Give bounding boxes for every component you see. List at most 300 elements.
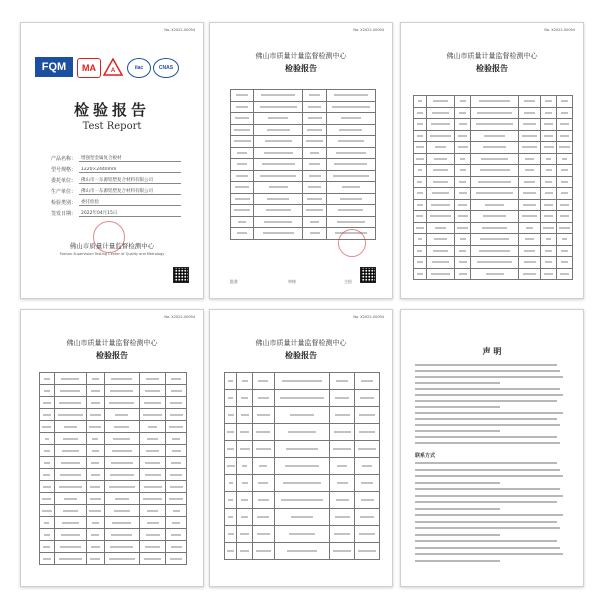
cover-field-label: 生产单位：	[51, 189, 77, 195]
table-cell	[330, 526, 355, 543]
table-cell	[414, 153, 427, 165]
review-label: 审核	[288, 279, 296, 284]
blurred-text	[526, 227, 534, 229]
blurred-text-line	[415, 388, 560, 390]
blurred-text-line	[415, 376, 563, 378]
blurred-text	[235, 117, 249, 119]
blurred-text	[545, 192, 553, 194]
blurred-text	[476, 192, 512, 194]
table-cell	[303, 205, 326, 217]
table-cell	[426, 130, 455, 142]
table-cell	[455, 234, 471, 246]
blurred-text	[228, 380, 233, 382]
blurred-text	[523, 273, 536, 275]
blurred-text	[258, 482, 268, 484]
blurred-text	[110, 390, 133, 392]
table-cell	[40, 373, 55, 385]
table-cell	[54, 373, 86, 385]
table-cell	[40, 433, 55, 445]
table-cell	[518, 222, 540, 234]
table-cell	[40, 481, 55, 493]
blurred-text	[89, 510, 101, 512]
blurred-text	[562, 238, 568, 240]
table-row	[40, 541, 187, 553]
header-org: 佛山市质量计量监督检测中心	[255, 339, 347, 347]
blurred-text	[90, 558, 100, 560]
table-cell	[54, 517, 86, 529]
table-cell	[557, 176, 573, 188]
blurred-text	[171, 534, 181, 536]
table-row	[414, 188, 573, 200]
blurred-text	[43, 474, 50, 476]
table-cell	[471, 245, 519, 257]
blurred-text	[362, 465, 372, 467]
blurred-text	[90, 498, 101, 500]
report-page-2	[209, 22, 393, 299]
blurred-text	[560, 215, 570, 217]
blurred-text	[241, 516, 249, 518]
blurred-text	[546, 238, 552, 240]
blurred-text	[310, 232, 320, 234]
table-cell	[426, 257, 455, 269]
blurred-text	[543, 227, 554, 229]
blurred-text	[524, 261, 536, 263]
table-cell	[557, 234, 573, 246]
table-cell	[54, 481, 86, 493]
table-cell	[455, 199, 471, 211]
table-cell	[471, 199, 519, 211]
table-cell	[237, 407, 253, 424]
blurred-text	[112, 522, 131, 524]
table-cell	[166, 541, 187, 553]
table-cell	[414, 199, 427, 211]
blurred-text	[458, 215, 468, 217]
blurred-text	[525, 169, 535, 171]
table-cell	[54, 433, 86, 445]
blurred-text	[260, 106, 298, 108]
blurred-text	[170, 486, 183, 488]
table-cell	[557, 96, 573, 108]
table-cell	[139, 517, 165, 529]
table-row	[225, 407, 380, 424]
blurred-text	[240, 431, 249, 433]
blurred-text	[361, 499, 374, 501]
table-cell	[414, 268, 427, 280]
blurred-text	[433, 169, 447, 171]
cover-field-row	[51, 206, 181, 217]
table-cell	[274, 441, 330, 458]
table-cell	[139, 553, 165, 565]
table-cell	[471, 176, 519, 188]
table-cell	[252, 543, 274, 560]
blurred-text	[115, 414, 128, 416]
blurred-text	[242, 482, 248, 484]
blurred-text	[269, 186, 288, 188]
table-cell	[104, 421, 139, 433]
blurred-text	[43, 402, 50, 404]
blurred-text	[258, 380, 268, 382]
table-cell	[541, 268, 557, 280]
table-cell	[518, 268, 540, 280]
blurred-text	[59, 558, 82, 560]
blurred-text-line	[415, 560, 500, 562]
table-cell	[54, 397, 86, 409]
table-cell	[414, 142, 427, 154]
blurred-text	[435, 227, 447, 229]
blurred-text	[280, 397, 324, 399]
blurred-text	[234, 140, 251, 142]
blurred-text	[560, 135, 569, 137]
blurred-text	[561, 100, 567, 102]
blurred-text	[92, 450, 99, 452]
blurred-text	[146, 534, 160, 536]
table-cell	[139, 409, 165, 421]
table-cell	[455, 153, 471, 165]
table-row	[225, 543, 380, 560]
blurred-text	[58, 414, 82, 416]
table-cell	[40, 445, 55, 457]
blurred-text	[143, 414, 162, 416]
blurred-text	[170, 558, 182, 560]
blurred-text	[171, 546, 182, 548]
table-cell	[274, 424, 330, 441]
blurred-text-line	[415, 469, 560, 471]
blurred-text	[307, 198, 322, 200]
blurred-text	[242, 380, 248, 382]
blurred-text	[476, 123, 514, 125]
blurred-text	[113, 438, 130, 440]
table-cell	[225, 492, 237, 509]
blurred-text-line	[415, 412, 563, 414]
blurred-text	[146, 378, 160, 380]
table-cell	[104, 493, 139, 505]
blurred-text	[482, 227, 507, 229]
table-cell	[541, 222, 557, 234]
blurred-text	[62, 450, 79, 452]
table-cell	[87, 421, 105, 433]
blurred-text	[227, 550, 234, 552]
blurred-text	[234, 209, 250, 211]
table-cell	[237, 458, 253, 475]
table-cell	[274, 475, 330, 492]
blurred-text	[92, 522, 99, 524]
blurred-text	[561, 169, 567, 171]
blurred-text	[544, 146, 554, 148]
table-cell	[541, 142, 557, 154]
table-cell	[139, 421, 165, 433]
table-cell	[237, 475, 253, 492]
table-cell	[455, 165, 471, 177]
table-cell	[237, 441, 253, 458]
blurred-text	[334, 163, 367, 165]
blurred-text	[241, 397, 248, 399]
blurred-text	[240, 550, 249, 552]
blurred-text	[170, 414, 183, 416]
table-cell	[541, 130, 557, 142]
table-cell	[54, 469, 86, 481]
table-cell	[303, 193, 326, 205]
table-cell	[414, 257, 427, 269]
table-row	[225, 458, 380, 475]
blurred-text	[459, 261, 466, 263]
table-cell	[104, 529, 139, 541]
table-cell	[166, 373, 187, 385]
blurred-text	[90, 414, 101, 416]
table-cell	[40, 409, 55, 421]
blurred-text-line	[415, 482, 500, 484]
blurred-text	[545, 261, 552, 263]
blurred-text-line	[415, 495, 563, 497]
blurred-text	[147, 510, 158, 512]
table-row	[225, 373, 380, 390]
blurred-text	[433, 181, 449, 183]
table-row	[225, 424, 380, 441]
table-cell	[231, 205, 254, 217]
blurred-text	[361, 482, 373, 484]
table-cell	[231, 228, 254, 240]
table-cell	[139, 385, 165, 397]
cnas-logo: CNAS	[153, 58, 179, 78]
table-cell	[557, 222, 573, 234]
table-cell	[330, 492, 355, 509]
table-cell	[231, 170, 254, 182]
blurred-text	[334, 533, 350, 535]
table-cell	[166, 445, 187, 457]
table-cell	[254, 170, 303, 182]
table-cell	[557, 211, 573, 223]
table-cell	[518, 188, 540, 200]
blurred-text	[341, 117, 361, 119]
table-cell	[426, 153, 455, 165]
blurred-text	[460, 158, 465, 160]
table-cell	[303, 216, 326, 228]
blurred-text	[546, 169, 552, 171]
blurred-text	[265, 140, 291, 142]
blurred-text	[460, 100, 466, 102]
blurred-text-line	[415, 540, 557, 542]
blurred-text	[360, 516, 375, 518]
cover-field-value: 1220×2440mm	[79, 167, 181, 173]
table-cell	[166, 385, 187, 397]
blurred-text	[310, 221, 319, 223]
table-cell	[303, 159, 326, 171]
blurred-text	[459, 273, 467, 275]
table-cell	[166, 493, 187, 505]
table-cell	[254, 193, 303, 205]
blurred-text	[417, 250, 422, 252]
blurred-text	[309, 94, 320, 96]
table-cell	[414, 188, 427, 200]
table-cell	[252, 373, 274, 390]
blurred-text	[144, 486, 162, 488]
blurred-text	[43, 546, 50, 548]
blurred-text	[432, 112, 449, 114]
table-cell	[326, 159, 375, 171]
table-cell	[40, 517, 55, 529]
table-cell	[274, 373, 330, 390]
blurred-text	[417, 135, 424, 137]
table-cell	[237, 373, 253, 390]
blurred-text	[61, 462, 80, 464]
table-cell	[87, 445, 105, 457]
blurred-text	[111, 378, 132, 380]
table-cell	[471, 119, 519, 131]
table-cell	[87, 481, 105, 493]
table-cell	[541, 96, 557, 108]
table-cell	[87, 529, 105, 541]
blurred-text	[306, 140, 323, 142]
table-cell	[518, 142, 540, 154]
blurred-text	[42, 510, 52, 512]
table-cell	[518, 234, 540, 246]
table-row	[414, 165, 573, 177]
blurred-text	[43, 486, 51, 488]
blurred-text	[522, 135, 536, 137]
table-cell	[225, 475, 237, 492]
table-cell	[104, 409, 139, 421]
table-row	[40, 469, 187, 481]
blurred-text	[287, 550, 317, 552]
table-cell	[139, 541, 165, 553]
table-cell	[557, 165, 573, 177]
blurred-text	[416, 215, 423, 217]
table-cell	[54, 385, 86, 397]
table-cell	[166, 457, 187, 469]
blurred-text	[92, 378, 100, 380]
table-cell	[40, 385, 55, 397]
blurred-text	[545, 112, 552, 114]
blurred-text	[308, 117, 322, 119]
blurred-text	[227, 465, 235, 467]
blurred-text	[290, 414, 314, 416]
blurred-text	[480, 238, 509, 240]
table-cell	[252, 390, 274, 407]
table-cell	[40, 469, 55, 481]
table-cell	[54, 457, 86, 469]
blurred-text	[359, 533, 375, 535]
blurred-text	[286, 448, 317, 450]
blurred-text	[336, 380, 348, 382]
table-cell	[326, 101, 375, 113]
table-cell	[541, 153, 557, 165]
table-cell	[139, 397, 165, 409]
table-cell	[426, 268, 455, 280]
blurred-text	[91, 474, 100, 476]
blurred-text	[430, 215, 451, 217]
table-cell	[104, 445, 139, 457]
table-row	[231, 216, 376, 228]
blurred-text	[484, 135, 505, 137]
table-cell	[471, 107, 519, 119]
table-cell	[414, 222, 427, 234]
table-cell	[54, 541, 86, 553]
table-cell	[40, 553, 55, 565]
blurred-text	[114, 510, 130, 512]
table-cell	[237, 509, 253, 526]
blurred-text	[145, 474, 161, 476]
table-cell	[166, 517, 187, 529]
table-cell	[231, 193, 254, 205]
table-cell	[87, 433, 105, 445]
blurred-text	[479, 250, 511, 252]
blurred-text	[560, 204, 569, 206]
blurred-text	[562, 158, 567, 160]
blurred-text	[146, 450, 159, 452]
blurred-text	[144, 402, 161, 404]
blurred-text	[237, 152, 246, 154]
table-cell	[541, 245, 557, 257]
table-cell	[455, 142, 471, 154]
table-cell	[166, 433, 187, 445]
table-cell	[326, 136, 375, 148]
table-cell	[104, 373, 139, 385]
blurred-text	[257, 533, 270, 535]
table-cell	[237, 543, 253, 560]
blurred-text-line	[415, 406, 500, 408]
blurred-text	[172, 522, 180, 524]
blurred-text	[169, 426, 183, 428]
blurred-text	[109, 558, 134, 560]
table-cell	[330, 373, 355, 390]
blurred-text	[109, 402, 134, 404]
blurred-text	[561, 192, 569, 194]
table-cell	[40, 397, 55, 409]
blurred-text	[416, 146, 423, 148]
table-row	[40, 553, 187, 565]
table-cell	[54, 505, 86, 517]
table-row	[414, 107, 573, 119]
table-cell	[426, 96, 455, 108]
blurred-text-line	[415, 475, 563, 477]
blurred-text	[544, 204, 553, 206]
table-cell	[518, 153, 540, 165]
blurred-text	[430, 135, 450, 137]
table-cell	[274, 543, 330, 560]
table-cell	[254, 101, 303, 113]
blurred-text	[64, 498, 76, 500]
blurred-text	[338, 140, 364, 142]
blurred-text-line	[415, 547, 560, 549]
blurred-text	[333, 550, 351, 552]
cover-field-value: 佛山市一东源铝塑复合材料有限公司	[79, 177, 181, 184]
blurred-text	[544, 273, 552, 275]
blurred-text	[63, 438, 78, 440]
blurred-text	[238, 221, 247, 223]
blurred-text	[44, 534, 50, 536]
blurred-text	[267, 129, 290, 131]
table-cell	[455, 176, 471, 188]
table-cell	[104, 433, 139, 445]
table-cell	[231, 113, 254, 125]
table-cell	[541, 165, 557, 177]
blurred-text	[358, 550, 376, 552]
table-cell	[139, 373, 165, 385]
blurred-text	[525, 158, 533, 160]
blurred-text	[145, 546, 160, 548]
table-cell	[274, 458, 330, 475]
header-org: 佛山市质量计量监督检测中心	[255, 52, 347, 60]
blurred-text	[256, 448, 271, 450]
report-page-5	[209, 309, 393, 587]
blurred-text	[227, 448, 234, 450]
blurred-text	[291, 516, 313, 518]
table-cell	[518, 130, 540, 142]
blurred-text	[545, 181, 552, 183]
blurred-text-line	[415, 527, 560, 529]
blurred-text	[111, 462, 133, 464]
blurred-text-line	[415, 382, 500, 384]
table-cell	[326, 124, 375, 136]
